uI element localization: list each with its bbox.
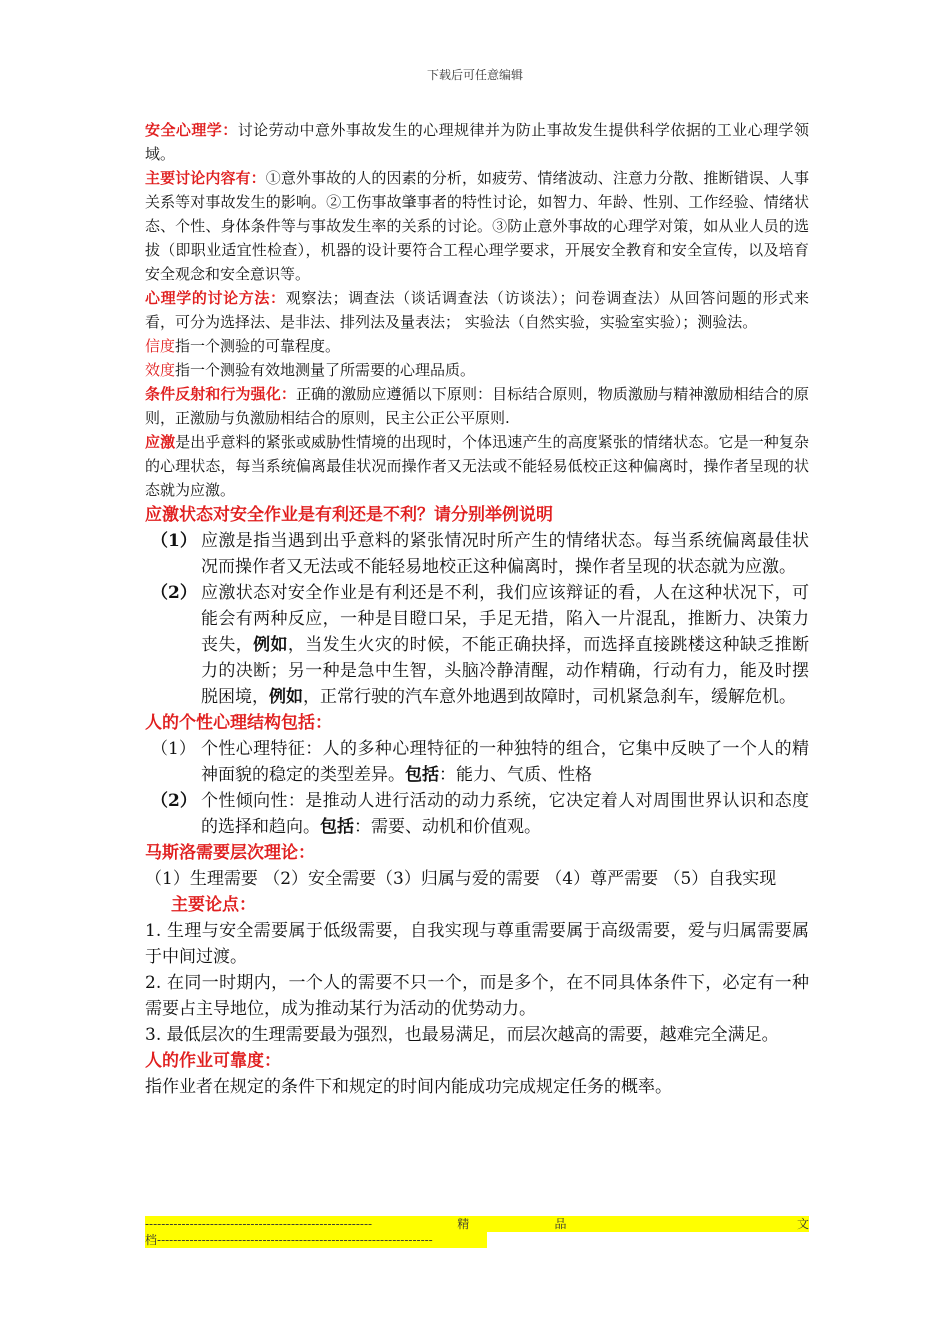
term-label: 安全心理学： xyxy=(145,121,238,139)
keyword: 包括 xyxy=(320,817,354,837)
maslow-levels: （1）生理需要 （2）安全需要（3）归属与爱的需要 （4）尊严需要 （5）自我实现 xyxy=(145,869,777,889)
term-text: 指一个测验有效地测量了所需要的心理品质。 xyxy=(175,361,476,379)
maslow-point: 1. 生理与安全需要属于低级需要，自我实现与尊重需要属于高级需要，爱与归属需要属于中间过渡。 xyxy=(145,921,809,967)
text-run: 个性倾向性：是推动人进行活动的动力系统，它决定着人对周围世界认识和态度的选择和趋向。 xyxy=(201,791,809,837)
paragraph-stress xyxy=(145,430,809,502)
maslow-point: 3. 最低层次的生理需要最为强烈，也最易满足，而层次越高的需要，越难完全满足。 xyxy=(145,1025,779,1045)
list-item xyxy=(145,528,809,580)
footer-row xyxy=(145,1232,487,1248)
paragraph-main-content xyxy=(145,166,809,286)
term-label: 效度 xyxy=(145,361,176,379)
footer-dashes: -------------------------------------------------------------------- xyxy=(157,1233,433,1247)
list-number: （1） xyxy=(151,739,196,759)
term-text: 指一个测验的可靠程度。 xyxy=(175,337,341,355)
list-item xyxy=(145,788,809,840)
footer-row xyxy=(145,1216,809,1232)
text-run: 个性心理特征：人的多种心理特征的一种独特的组合，它集中反映了一个人的精神面貌的稳定的类型差异。 xyxy=(201,739,809,785)
list-number: （2） xyxy=(151,583,197,603)
footer-banner xyxy=(145,1216,809,1252)
document-body xyxy=(145,118,809,1100)
keyword: 例如 xyxy=(269,687,303,707)
text-run: ，当发生火灾的时候，不能正确抉择，而选择直接跳楼这种缺乏推断力的决断；另一种是急中生智，头脑冷静清醒，动作精确，行动有力，能及时摆脱困境， xyxy=(201,635,810,707)
maslow-point: 2. 在同一时期内，一个人的需要不只一个，而是多个，在不同具体条件下，必定有一种需要占主导地位，成为推动某行为活动的优势动力。 xyxy=(145,973,809,1019)
heading-personality: 人的个性心理结构包括： xyxy=(145,713,332,733)
term-text: 讨论劳动中意外事故发生的心理规律并为防止事故发生提供科学依据的工业心理学领域。 xyxy=(145,121,809,163)
list-text xyxy=(201,736,809,788)
term-label: 应激 xyxy=(145,433,176,451)
keyword: 包括 xyxy=(405,765,439,785)
footer-char: 档 xyxy=(145,1233,158,1247)
list-number: （1） xyxy=(151,531,197,551)
text-run: 应激状态对安全作业是有利还是不利，我们应该辩证的看，人在这种状况下，可能会有两种反应，一种是目瞪口呆，手足无措，陷入一片混乱，推断力、决策力丧失， xyxy=(201,583,809,655)
text-run: ：需要、动机和价值观。 xyxy=(354,817,541,837)
keyword: 例如 xyxy=(253,635,288,655)
list-text: 应激是指当遇到出乎意料的紧张情况时所产生的情绪状态。每当系统偏离最佳状况而操作者又无法或不能轻易地校正这种偏离时，操作者呈现的状态就为应激。 xyxy=(201,531,809,577)
page-header: 下载后可任意编辑 xyxy=(426,68,523,82)
footer-char: 文 xyxy=(796,1217,809,1231)
list-number: （2） xyxy=(151,791,197,811)
work-reliability-text: 指作业者在规定的条件下和规定的时间内能成功完成规定任务的概率。 xyxy=(145,1077,672,1097)
term-text: 观察法；调查法（谈话调查法（访谈法）；问卷调查法）从回答问题的形式来看，可分为选择法、是非法、排列法及量表法； 实验法（自然实验，实验室实验）；测验法。 xyxy=(145,289,809,331)
list-text xyxy=(201,788,809,840)
term-label: 条件反射和行为强化： xyxy=(145,385,296,403)
term-text: 正确的激励应遵循以下原则：目标结合原则，物质激励与精神激励相结合的原则，正激励与负激励相结合的原则，民主公正公平原则. xyxy=(145,385,809,427)
heading-maslow: 马斯洛需要层次理论： xyxy=(145,843,315,863)
term-text: 是出乎意料的紧张或威胁性情境的出现时，个体迅速产生的高度紧张的情绪状态。它是一种复杂的心理状态，每当系统偏离最佳状况而操作者又无法或不能轻易低校正这种偏离时，操作者呈现的状态就为应激。 xyxy=(145,433,809,499)
list-item xyxy=(145,580,809,710)
paragraph-reinforcement xyxy=(145,382,809,430)
heading-stress-question: 应激状态对安全作业是有利还是不利？请分别举例说明 xyxy=(145,505,553,525)
term-label: 主要讨论内容有： xyxy=(145,169,266,187)
text-run: ，正常行驶的汽车意外地遇到故障时，司机紧急刹车，缓解危机。 xyxy=(303,687,796,707)
footer-char: 精 xyxy=(457,1217,470,1231)
list-item xyxy=(145,736,809,788)
footer-gap xyxy=(652,1216,712,1232)
term-text: ①意外事故的人的因素的分析，如疲劳、情绪波动、注意力分散、推断错误、人事关系等对事故发生的影响。②工伤事故肇事者的特性讨论，如智力、年龄、性别、工作经验、情绪状态、个性、身体条件等与事故发生率的关系的讨论。③防止意外事故的心理学对策，如从业人员的选拔（即职业适宜性检查），机器的设计要符合工程心理学要求，开展安全教育和安全宣传，以及培育安全观念和安全意识等。 xyxy=(145,169,809,283)
term-label: 信度 xyxy=(145,337,176,355)
heading-work-reliability: 人的作业可靠度： xyxy=(145,1051,281,1071)
paragraph-reliability xyxy=(145,334,809,358)
footer-char: 品 xyxy=(554,1217,567,1231)
term-label: 心理学的讨论方法： xyxy=(145,289,286,307)
paragraph-safety-psychology xyxy=(145,118,809,166)
heading-main-points: 主要论点： xyxy=(171,895,256,915)
paragraph-validity xyxy=(145,358,809,382)
paragraph-methods xyxy=(145,286,809,334)
list-text xyxy=(201,580,809,710)
text-run: ：能力、气质、性格 xyxy=(439,765,592,785)
footer-dashes: -------------------------------------------------------- xyxy=(145,1217,373,1231)
